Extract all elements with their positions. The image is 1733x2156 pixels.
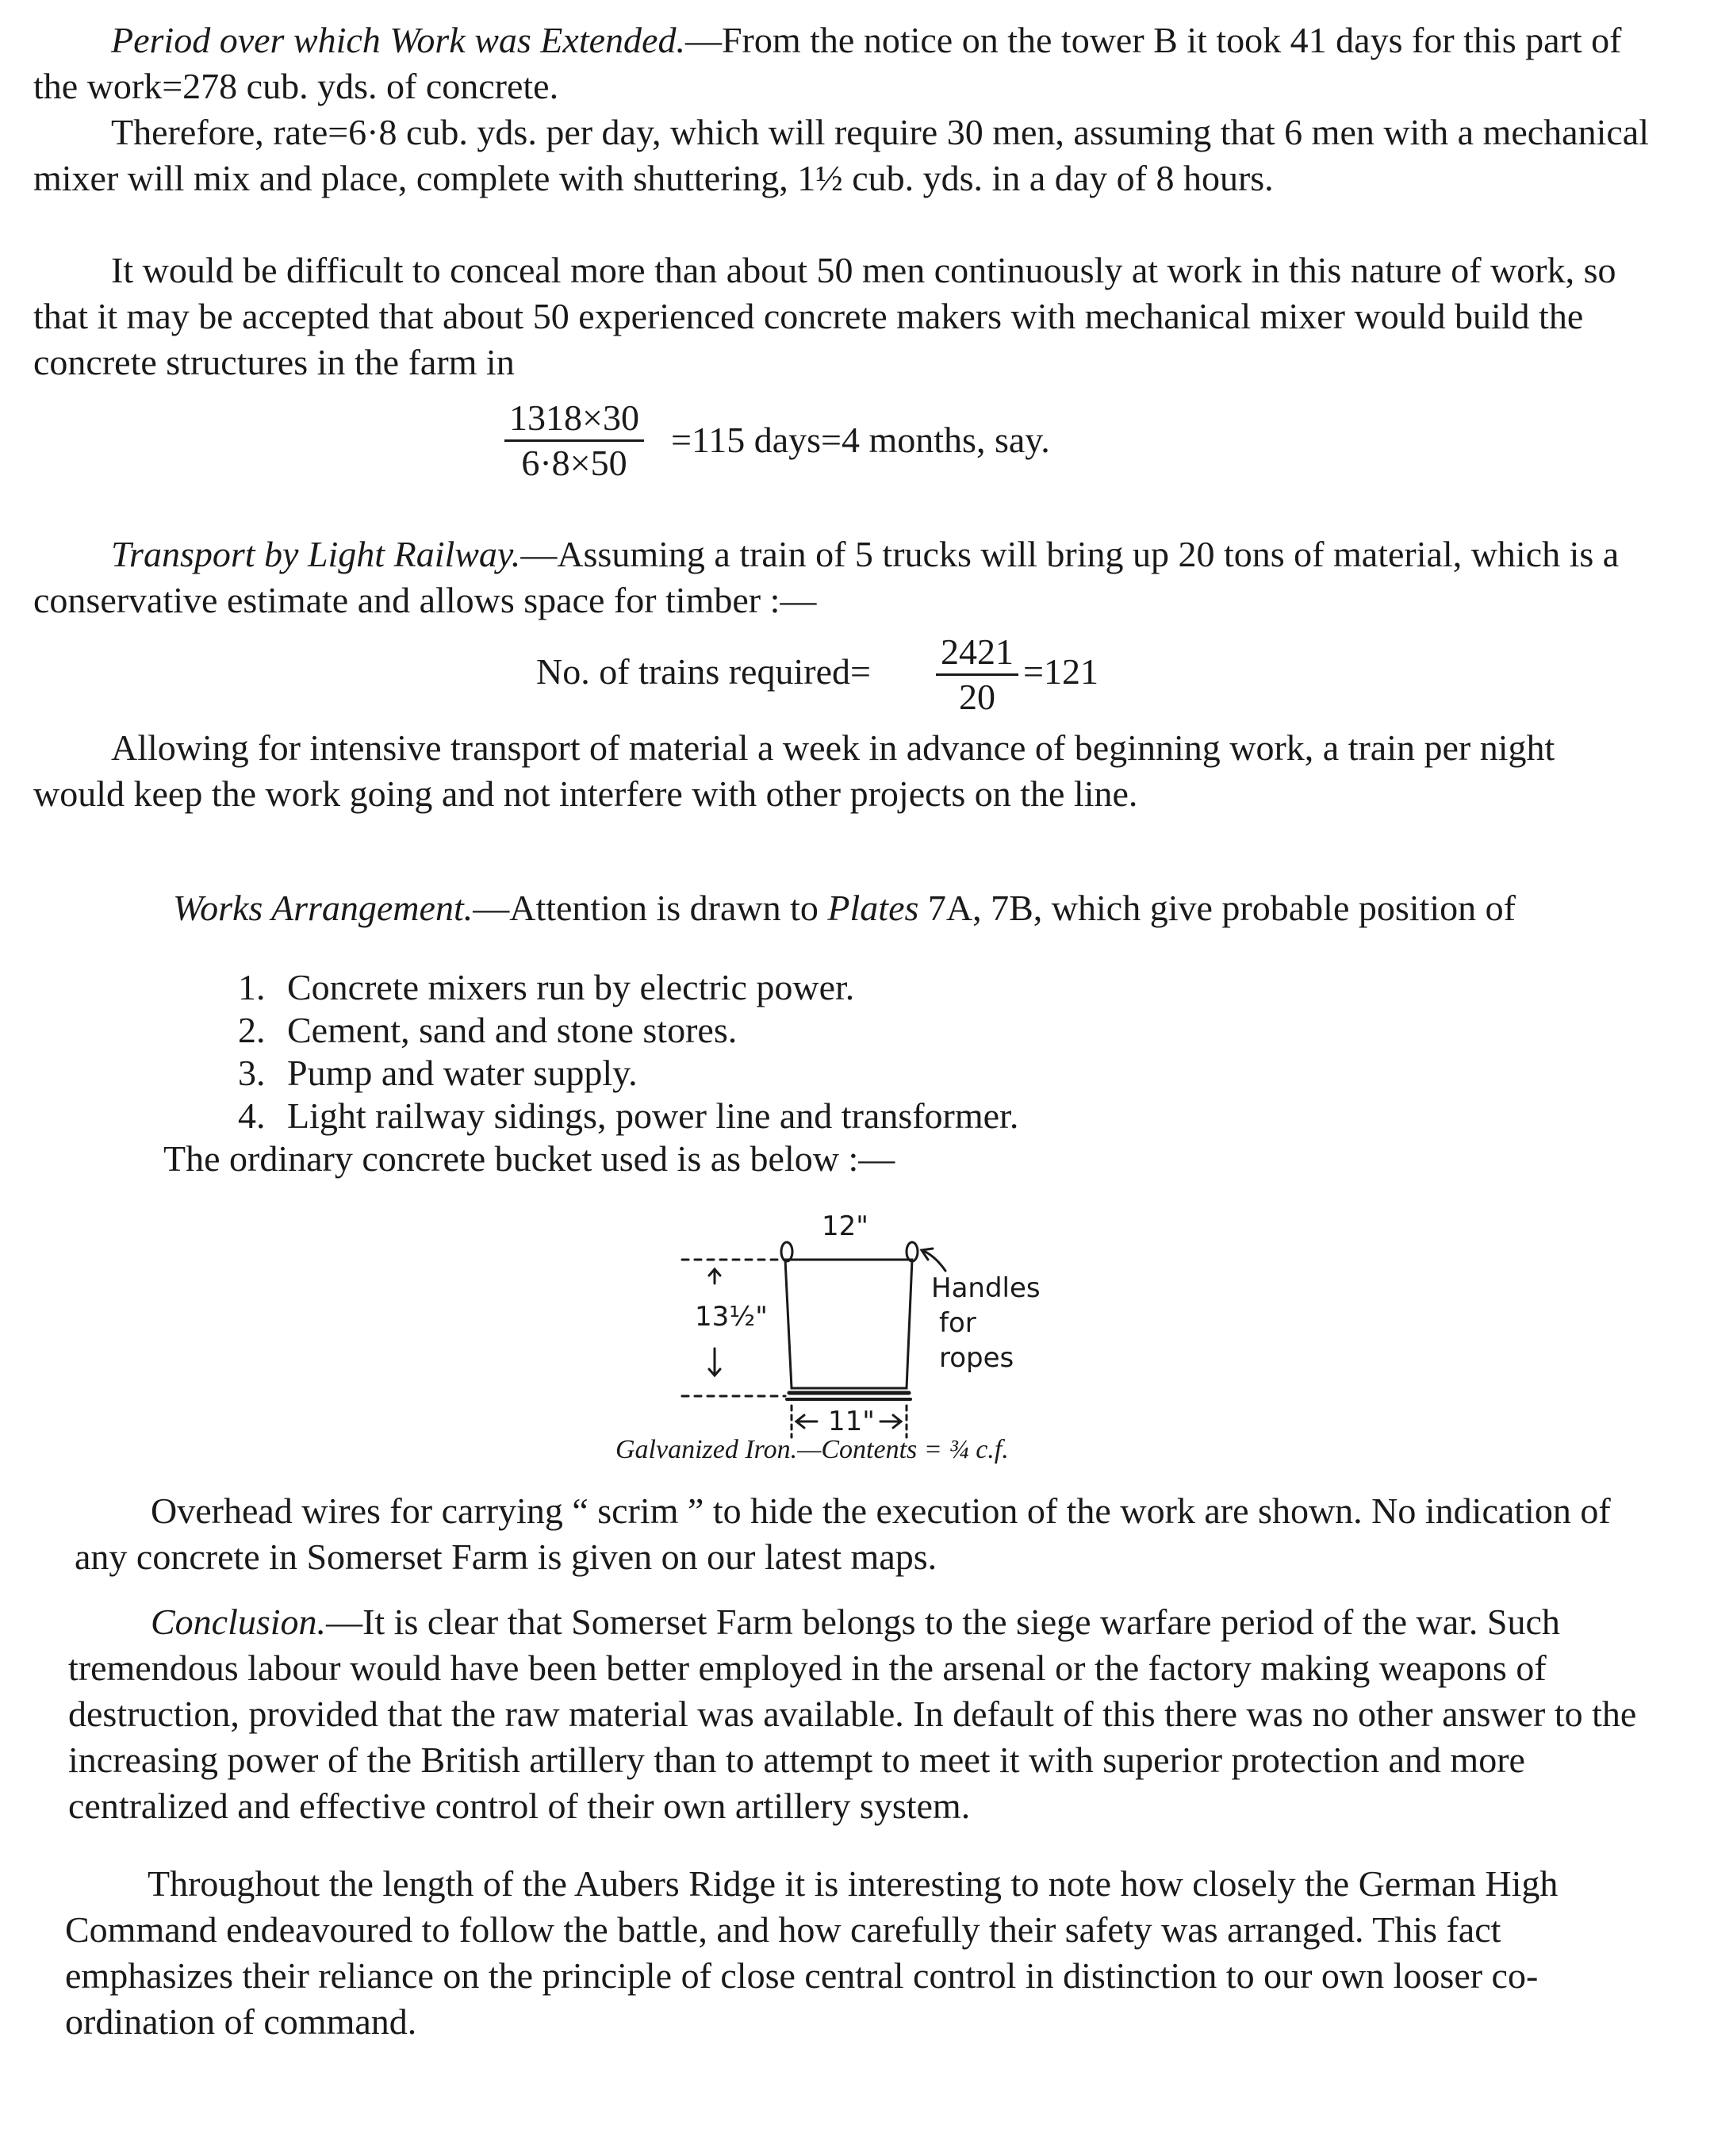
formula-trains-numerator: 2421 [936, 631, 1018, 676]
plates-ref: Plates [827, 888, 919, 928]
handles-note-line-1: Handles [931, 1272, 1041, 1304]
bucket-intro: The ordinary concrete bucket used is as below :— [163, 1138, 895, 1179]
handles-pointer-arrow-icon [922, 1249, 945, 1271]
formula-trains-label: No. of trains required= [536, 651, 871, 692]
heading-transport: Transport by Light Railway. [111, 534, 521, 574]
bucket-top-width: 12" [822, 1210, 868, 1242]
formula-days-numerator: 1318×30 [504, 397, 644, 442]
para-works [95, 885, 1666, 931]
para-overhead: Overhead wires for carrying “ scrim ” to hide the execution of the work are shown. No indication of any concrete in Somerset Farm is given on our latest maps. [75, 1490, 1611, 1577]
list-item: 1. Concrete mixers run by electric power. [238, 967, 855, 1007]
para-period-text: —From the notice on the tower B it took 41 days for this part of the work=278 cub. yds. of concrete. [33, 20, 1622, 106]
formula-days-fraction [504, 397, 644, 485]
formula-trains-fraction [936, 631, 1018, 719]
para-transport-text: —Assuming a train of 5 trucks will bring up 20 tons of material, which is a conservative estimate and allows space for timber :— [33, 534, 1620, 620]
list-item: 2. Cement, sand and stone stores. [238, 1010, 738, 1050]
formula-days-denominator: 6·8×50 [521, 443, 627, 483]
bucket-body-icon [785, 1260, 912, 1388]
para-transport [33, 531, 1651, 623]
handles-note-line-3: ropes [939, 1342, 1014, 1374]
list-item: 3. Pump and water supply. [238, 1053, 638, 1093]
para-rate: Therefore, rate=6·8 cub. yds. per day, which will require 30 men, assuming that 6 men with a mechanical mixer will mix and place, complete with shuttering, 1½ cub. yds. in a day of 8 hours. [33, 112, 1649, 198]
heading-conclusion: Conclusion. [151, 1602, 327, 1642]
formula-days-result: =115 days=4 months, say. [671, 420, 1050, 460]
bucket-height: 13½" [695, 1301, 768, 1333]
formula-trains-result: =121 [1023, 651, 1098, 692]
para-conceal: It would be difficult to conceal more than about 50 men continuously at work in this nature of work, so that it may be accepted that about 50 experienced concrete makers with mechanical mixer would build the concrete structures in the farm in [33, 250, 1616, 382]
left-handle-icon [781, 1242, 792, 1261]
para-works-text-1: —Attention is drawn to [473, 888, 828, 928]
para-works-text-2: 7A, 7B, which give probable position of [918, 888, 1516, 928]
bucket-caption: Galvanized Iron.—Contents = ¾ c.f. [615, 1435, 1009, 1464]
formula-trains-denominator: 20 [959, 677, 995, 717]
handles-note-line-2: for [939, 1307, 976, 1339]
list-item: 4. Light railway sidings, power line and transformer. [238, 1095, 1019, 1136]
para-aubers: Throughout the length of the Aubers Ridge it is interesting to note how closely the German High Command endeavoured to follow the battle, and how carefully their safety was arranged. This fact emphasizes their reliance on the principle of close central control in distinction to our own looser co-ordination of command. [65, 1863, 1559, 2042]
heading-period: Period over which Work was Extended. [111, 20, 685, 60]
heading-works: Works Arrangement. [173, 888, 474, 928]
para-period [33, 17, 1651, 109]
para-conclusion [68, 1599, 1662, 1829]
right-handle-icon [907, 1242, 918, 1261]
para-conclusion-text: —It is clear that Somerset Farm belongs to the siege warfare period of the war. Such tremendous labour would have been better employed in the arsenal or the factory making weapons of destruction, provided that the raw material was available. In default of this there was no other answer to the increasing power of the British artillery than to attempt to meet it with superior protection and more centralized and effective control of their own artillery system. [68, 1602, 1637, 1826]
para-allowing: Allowing for intensive transport of material a week in advance of beginning work, a train per night would keep the work going and not interfere with other projects on the line. [33, 727, 1555, 814]
bucket-bottom-width: 11" [828, 1406, 875, 1437]
